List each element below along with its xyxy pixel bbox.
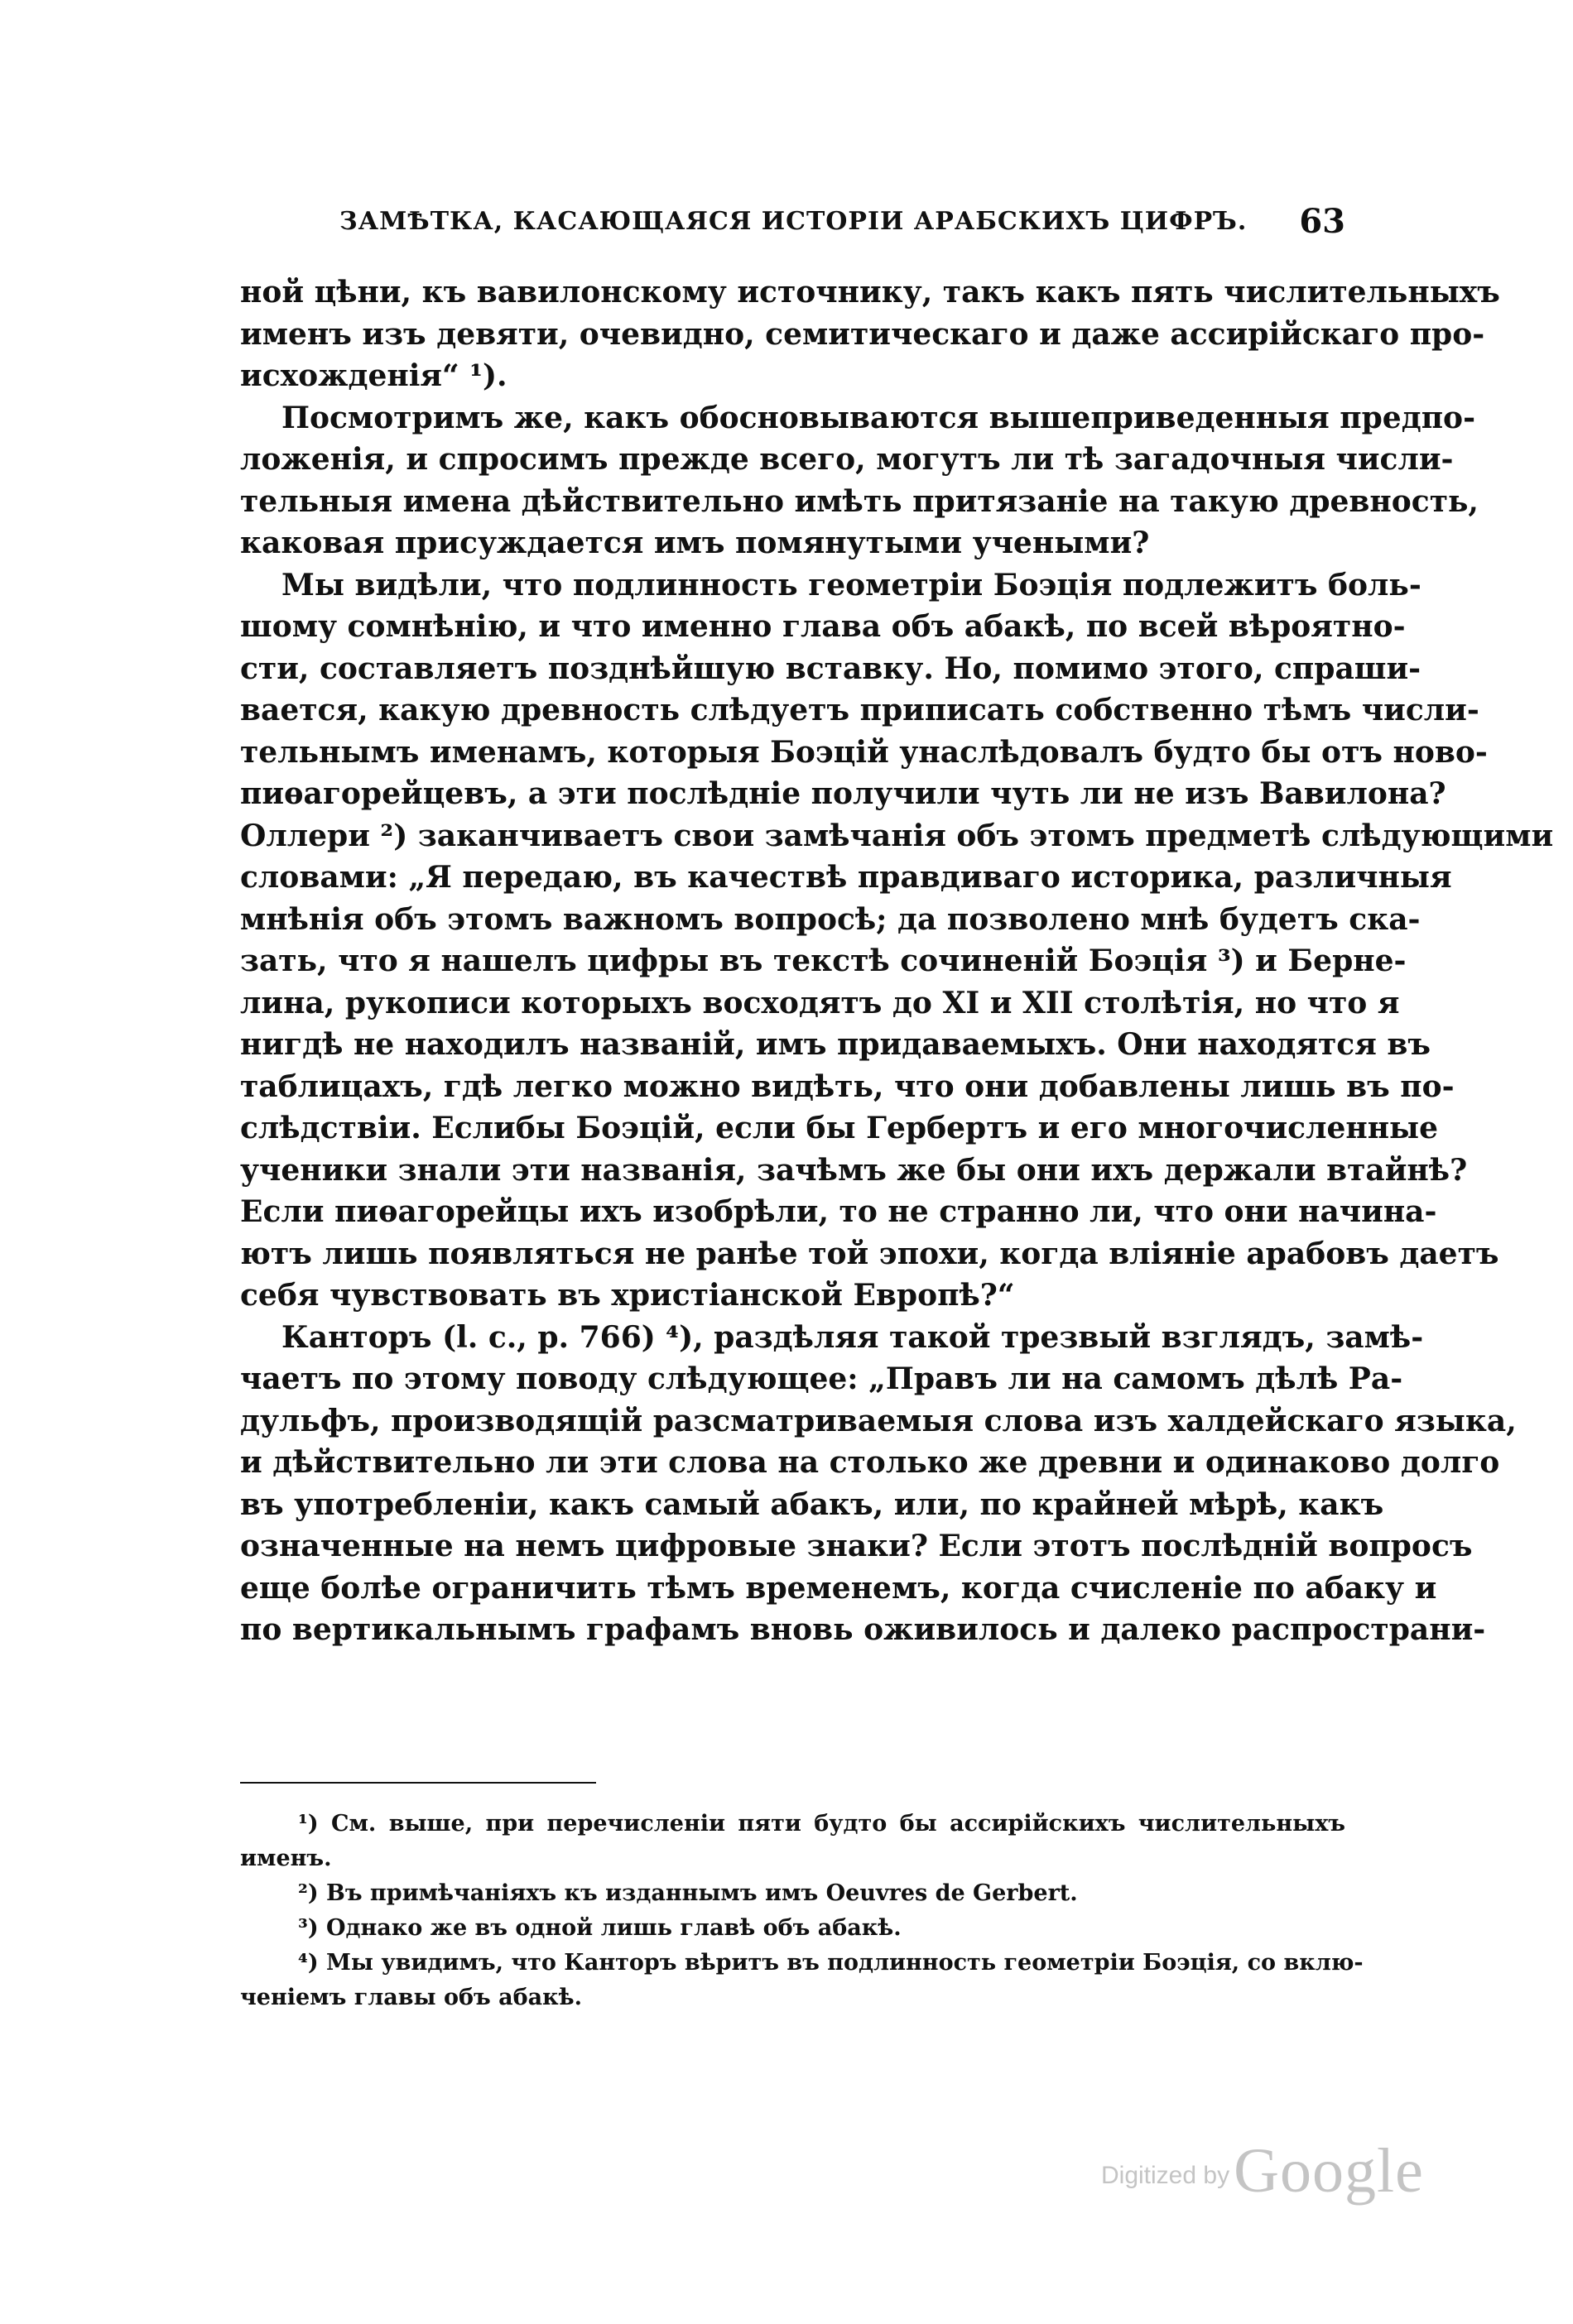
text-line: Если пиѳагорейцы ихъ изобрѣли, то не странно ли, что они начина- — [240, 1194, 1437, 1229]
text-line: вается, какую древность слѣдуетъ приписать собственно тѣмъ числи- — [240, 693, 1479, 727]
page-number: 63 — [1299, 202, 1345, 241]
text-line: тельнымъ именамъ, которыя Боэцій унаслѣдовалъ будто бы отъ ново- — [240, 734, 1488, 770]
text-line: Канторъ (l. c., p. 766) ⁴), раздѣляя такой трезвый взглядъ, замѣ- — [281, 1319, 1424, 1355]
text-line: ученики знали эти названія, зачѣмъ же бы они ихъ держали втайнѣ? — [240, 1152, 1468, 1188]
text-line: себя чувствовать въ христіанской Европѣ?“ — [240, 1278, 1015, 1313]
text-line: именъ изъ девяти, очевидно, семитическаго и даже ассирійскаго про- — [240, 316, 1485, 352]
footnote-divider — [240, 1782, 596, 1784]
text-line: шому сомнѣнію, и что именно глава объ абакѣ, по всей вѣроятно- — [240, 609, 1406, 644]
text-line: тельныя имена дѣйствительно имѣть притязаніе на такую древность, — [240, 483, 1479, 519]
google-logo: Google — [1234, 2136, 1424, 2206]
text-line: нигдѣ не находилъ названій, имъ придаваемыхъ. Они находятся въ — [240, 1027, 1431, 1062]
text-line: чаетъ по этому поводу слѣдующее: „Правъ ли на самомъ дѣлѣ Ра- — [240, 1361, 1403, 1396]
text-line: означенные на немъ цифровые знаки? Если этотъ послѣдній вопросъ — [240, 1529, 1473, 1563]
text-line: ложенія, и спросимъ прежде всего, могутъ ли тѣ загадочныя числи- — [240, 442, 1454, 477]
digitized-by-google-watermark — [1101, 2135, 1424, 2210]
body-text — [240, 271, 1554, 1651]
text-line: мнѣнія объ этомъ важномъ вопросѣ; да позволено мнѣ будетъ ска- — [240, 901, 1421, 937]
text-line: и дѣйствительно ли эти слова на столько же древни и одинаково долго — [240, 1445, 1500, 1480]
text-line: сти, составляетъ позднѣйшую вставку. Но, помимо этого, спраши- — [240, 651, 1421, 686]
footnotes — [240, 1807, 1364, 2015]
text-line: ной цѣни, къ вавилонскому источнику, такъ какъ пять числительныхъ — [240, 275, 1500, 310]
text-line: по вертикальнымъ графамъ вновь оживилось и далеко распространи- — [240, 1612, 1486, 1647]
text-line: Посмотримъ же, какъ обосновываются вышеприведенныя предпо- — [281, 400, 1476, 435]
watermark-prefix: Digitized by — [1101, 2162, 1230, 2189]
text-line: ютъ лишь появляться не ранѣе той эпохи, когда вліяніе арабовъ даетъ — [240, 1236, 1499, 1271]
text-line: таблицахъ, гдѣ легко можно видѣть, что они добавлены лишь въ по- — [240, 1068, 1455, 1104]
text-line: лина, рукописи которыхъ восходятъ до XI и XII столѣтія, но что я — [240, 985, 1400, 1020]
text-line: въ употребленіи, какъ самый абакъ, или, по крайней мѣрѣ, какъ — [240, 1486, 1384, 1522]
running-title: ЗАМѢТКА, КАСАЮЩАЯСЯ ИСТОРІИ АРАБСКИХЪ ЦИФРЪ. — [339, 207, 1248, 236]
footnote-line: ченіемъ главы объ абакѣ. — [240, 1985, 583, 2010]
text-line: зать, что я нашелъ цифры въ текстѣ сочиненій Боэція ³) и Берне- — [240, 944, 1407, 978]
text-line: еще болѣе ограничить тѣмъ временемъ, когда счисленіе по абаку и — [240, 1570, 1437, 1606]
page-header — [240, 202, 1345, 243]
footnote-line: именъ. — [240, 1846, 332, 1871]
footnote-line: ²) Въ примѣчаніяхъ къ изданнымъ имъ Oeuvres de Gerbert. — [298, 1880, 1078, 1906]
footnote-line: ³) Однако же въ одной лишь главѣ объ абакѣ. — [298, 1915, 902, 1941]
text-line: дульфъ, производящій разсматриваемыя слова изъ халдейскаго языка, — [240, 1403, 1517, 1438]
text-line: словами: „Я передаю, въ качествѣ правдиваго историка, различныя — [240, 860, 1452, 895]
text-line: Мы видѣли, что подлинность геометріи Боэція подлежитъ боль- — [281, 567, 1421, 603]
text-line: пиѳагорейцевъ, а эти послѣдніе получили чуть ли не изъ Вавилона? — [240, 776, 1446, 811]
text-line: слѣдствіи. Еслибы Боэцій, если бы Гербертъ и его многочисленные — [240, 1111, 1439, 1145]
footnote-line: ¹) См. выше, при перечисленіи пяти будто бы ассирійскихъ числительныхъ — [298, 1811, 1345, 1837]
footnote-line: ⁴) Мы увидимъ, что Канторъ вѣритъ въ подлинность геометріи Боэція, со вклю- — [298, 1950, 1364, 1976]
text-line: Оллери ²) заканчиваетъ свои замѣчанія объ этомъ предметѣ слѣдующими — [240, 818, 1554, 853]
text-line: исхожденія“ ¹). — [240, 358, 507, 393]
text-line: каковая присуждается имъ помянутыми учеными? — [240, 526, 1150, 560]
